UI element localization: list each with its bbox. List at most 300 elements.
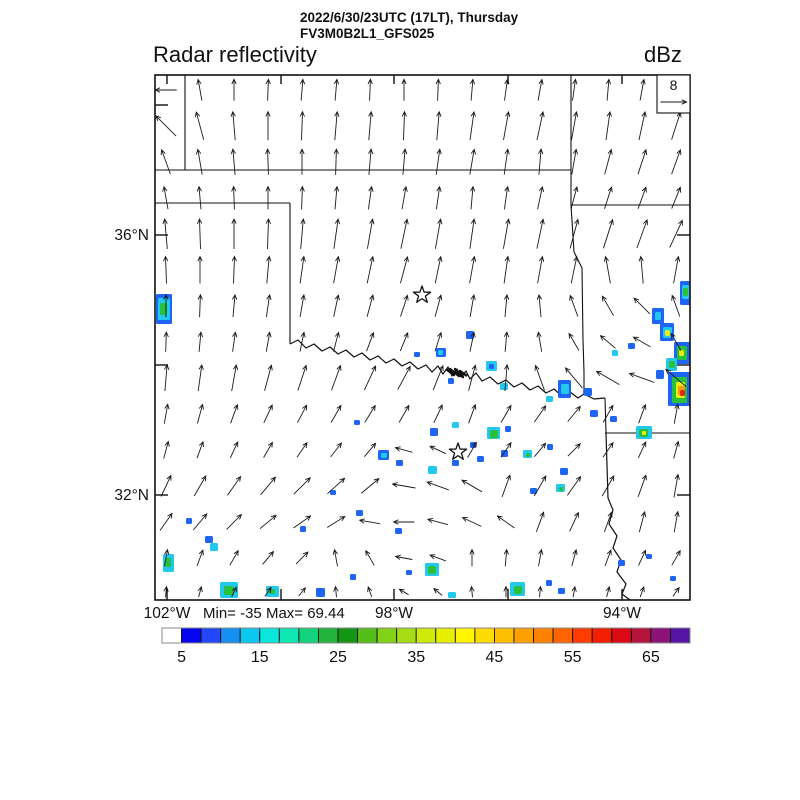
colorbar-cell bbox=[455, 628, 475, 643]
wind-arrow bbox=[297, 443, 307, 457]
radar-echo bbox=[490, 430, 498, 438]
radar-echo bbox=[612, 350, 618, 356]
wind-arrow bbox=[538, 80, 543, 101]
wind-arrow bbox=[571, 187, 578, 209]
wind-arrow bbox=[470, 257, 476, 284]
wind-arrow bbox=[435, 295, 442, 317]
plot-title-datetime: 2022/6/30/23UTC (17LT), Thursday bbox=[300, 10, 519, 25]
radar-echo bbox=[452, 422, 459, 428]
wind-arrow bbox=[334, 257, 340, 284]
wind-arrow bbox=[160, 514, 172, 531]
axis-labels bbox=[114, 227, 641, 622]
wind-arrow bbox=[300, 112, 304, 141]
wind-arrow bbox=[470, 219, 476, 249]
wind-arrow bbox=[539, 550, 543, 567]
wind-arrow bbox=[639, 405, 646, 424]
wind-arrow bbox=[674, 475, 679, 498]
radar-echo bbox=[560, 468, 568, 475]
radar-echo bbox=[300, 526, 306, 532]
radar-echo bbox=[381, 453, 387, 458]
wind-arrow bbox=[232, 187, 236, 210]
lat-axis-label: 32°N bbox=[114, 487, 149, 504]
wind-arrow bbox=[266, 332, 271, 351]
radar-echo bbox=[546, 580, 552, 586]
radar-echo bbox=[414, 352, 420, 357]
wind-arrow bbox=[161, 476, 171, 497]
colorbar-cell bbox=[338, 628, 358, 643]
wind-arrow bbox=[334, 587, 339, 598]
minmax-stat: Min= -35 Max= 69.44 bbox=[203, 605, 345, 622]
radar-echo bbox=[396, 460, 403, 466]
wind-arrow bbox=[266, 149, 270, 175]
wind-arrow bbox=[403, 149, 407, 175]
wind-arrow bbox=[266, 79, 270, 100]
wind-arrow bbox=[197, 550, 203, 566]
wind-arrow bbox=[334, 187, 338, 210]
lon-axis-label: 102°W bbox=[143, 605, 191, 622]
radar-echo bbox=[505, 426, 511, 432]
wind-arrow bbox=[673, 588, 679, 597]
wind-arrow bbox=[300, 79, 304, 100]
wind-arrow bbox=[164, 332, 168, 352]
colorbar-tick-label: 65 bbox=[641, 649, 660, 666]
wind-arrow bbox=[266, 112, 270, 141]
wind-arrow bbox=[674, 512, 679, 533]
wind-arrow bbox=[570, 513, 579, 532]
wind-arrow bbox=[470, 187, 474, 210]
radar-echo bbox=[514, 586, 522, 594]
wind-arrow-layer bbox=[155, 79, 686, 597]
variable-title: Radar reflectivity bbox=[153, 42, 317, 67]
wind-arrow bbox=[498, 516, 515, 528]
colorbar-cell bbox=[299, 628, 319, 643]
wind-arrow bbox=[198, 365, 203, 391]
wind-arrow bbox=[470, 587, 475, 598]
colorbar-tick-label: 55 bbox=[563, 649, 582, 666]
radar-echo bbox=[205, 536, 213, 543]
wind-arrow bbox=[634, 337, 651, 347]
wind-arrow bbox=[537, 219, 544, 248]
wind-arrow bbox=[156, 116, 176, 136]
wind-arrow bbox=[606, 587, 610, 597]
wind-arrow bbox=[402, 112, 406, 141]
state-border bbox=[571, 205, 584, 394]
wind-arrow bbox=[264, 442, 273, 457]
state-border bbox=[446, 369, 467, 377]
wind-arrow bbox=[534, 476, 546, 496]
wind-arrow bbox=[401, 295, 409, 316]
radar-echo bbox=[354, 420, 360, 425]
radar-echo bbox=[448, 592, 456, 598]
wind-arrow bbox=[164, 442, 170, 459]
wind-arrow bbox=[364, 443, 375, 456]
wind-arrow bbox=[470, 149, 476, 174]
radar-echo bbox=[500, 383, 508, 390]
wind-arrow bbox=[360, 519, 381, 524]
wind-arrow bbox=[436, 187, 441, 210]
wind-arrow bbox=[335, 112, 339, 140]
colorbar bbox=[162, 628, 690, 666]
wind-arrow bbox=[230, 551, 238, 566]
colorbar-cell bbox=[475, 628, 495, 643]
colorbar-cell bbox=[436, 628, 456, 643]
colorbar-tick-label: 5 bbox=[177, 649, 187, 666]
wind-arrow bbox=[539, 149, 543, 175]
radar-echo bbox=[438, 350, 443, 355]
radar-echo bbox=[452, 460, 459, 466]
wind-arrow bbox=[401, 219, 408, 248]
radar-echo bbox=[547, 444, 553, 450]
wind-arrow bbox=[638, 475, 646, 497]
wind-arrow bbox=[640, 80, 645, 101]
colorbar-cell bbox=[494, 628, 514, 643]
radar-echo bbox=[610, 416, 617, 422]
wind-arrow bbox=[398, 366, 410, 389]
wind-arrow bbox=[504, 257, 509, 284]
wind-arrow bbox=[334, 333, 340, 352]
wind-arrow bbox=[331, 406, 341, 423]
wind-arrow bbox=[638, 150, 647, 174]
radar-echo bbox=[618, 560, 625, 566]
wind-arrow bbox=[674, 257, 680, 284]
wind-arrow bbox=[368, 79, 372, 100]
wind-arrow bbox=[368, 187, 373, 210]
colorbar-cell bbox=[612, 628, 632, 643]
radar-echo bbox=[665, 330, 670, 336]
wind-arrow bbox=[430, 555, 446, 561]
wind-arrow bbox=[470, 79, 474, 100]
wind-arrow bbox=[606, 112, 612, 140]
wind-arrow bbox=[334, 295, 340, 317]
wind-arrow bbox=[298, 366, 307, 391]
radar-echo bbox=[210, 543, 218, 551]
colorbar-cell bbox=[553, 628, 573, 643]
wind-arrow bbox=[300, 257, 305, 284]
colorbar-cell bbox=[221, 628, 241, 643]
radar-echo bbox=[186, 518, 192, 524]
wind-arrow bbox=[436, 79, 440, 100]
wind-arrow bbox=[193, 514, 206, 530]
wind-arrow bbox=[674, 442, 680, 459]
wind-arrow bbox=[227, 477, 240, 496]
wind-arrow bbox=[604, 257, 610, 284]
wind-arrow bbox=[504, 332, 509, 352]
colorbar-cell bbox=[162, 628, 182, 643]
wind-arrow bbox=[639, 112, 646, 140]
colorbar-cell bbox=[240, 628, 260, 643]
wind-arrow bbox=[572, 550, 577, 566]
wind-arrow bbox=[534, 406, 545, 422]
wind-arrow bbox=[231, 149, 235, 175]
wind-arrow bbox=[266, 295, 271, 317]
wind-arrow bbox=[470, 112, 476, 140]
wind-arrow bbox=[569, 334, 579, 351]
wind-arrow bbox=[630, 373, 655, 383]
wind-arrow bbox=[672, 296, 680, 317]
wind-arrow bbox=[670, 220, 683, 247]
colorbar-cell bbox=[279, 628, 299, 643]
wind-arrow bbox=[637, 220, 648, 248]
wind-arrow bbox=[435, 219, 442, 249]
wind-arrow bbox=[568, 406, 581, 421]
wind-arrow bbox=[504, 149, 509, 174]
wind-arrow bbox=[538, 257, 544, 284]
wind-arrow bbox=[568, 444, 580, 456]
radar-echo bbox=[628, 343, 635, 349]
wind-arrow bbox=[367, 257, 374, 284]
wind-arrow bbox=[334, 149, 338, 175]
radar-echo bbox=[559, 487, 563, 491]
wind-arrow bbox=[197, 442, 204, 458]
wind-arrow bbox=[572, 587, 576, 597]
wind-arrow bbox=[502, 475, 510, 497]
wind-arrow bbox=[602, 296, 613, 315]
wind-arrow bbox=[463, 518, 482, 527]
wind-arrow bbox=[261, 477, 276, 495]
wind-arrow bbox=[231, 112, 235, 140]
wind-arrow bbox=[674, 404, 679, 423]
colorbar-cell bbox=[416, 628, 436, 643]
wind-arrow bbox=[266, 219, 271, 249]
radar-echo bbox=[680, 390, 685, 396]
wind-arrow bbox=[501, 406, 511, 423]
wind-arrow bbox=[437, 112, 441, 140]
wind-arrow bbox=[195, 112, 203, 140]
wind-arrow bbox=[537, 112, 544, 140]
colorbar-tick-label: 15 bbox=[250, 649, 269, 666]
radar-echo-layer bbox=[156, 281, 690, 598]
wind-arrow bbox=[369, 112, 373, 140]
radar-echo bbox=[656, 370, 664, 379]
wind-arrow bbox=[230, 442, 237, 458]
radar-echo bbox=[646, 554, 652, 559]
wind-arrow bbox=[537, 332, 542, 351]
wind-arrow bbox=[434, 405, 442, 423]
wind-arrow bbox=[266, 187, 270, 210]
wind-arrow bbox=[538, 587, 543, 598]
radar-echo bbox=[669, 361, 675, 368]
lat-axis-label: 36°N bbox=[114, 227, 149, 244]
radar-echo bbox=[316, 588, 325, 597]
wind-arrow bbox=[198, 295, 202, 317]
colorbar-cell bbox=[358, 628, 378, 643]
radar-echo bbox=[670, 576, 676, 581]
radar-echo bbox=[448, 378, 454, 384]
wind-arrow bbox=[603, 443, 613, 457]
colorbar-cell bbox=[534, 628, 554, 643]
wind-arrow bbox=[570, 220, 579, 249]
colorbar-cell bbox=[397, 628, 417, 643]
plot-title-model: FV3M0B2L1_GFS025 bbox=[300, 26, 435, 41]
wind-arrow bbox=[366, 551, 374, 566]
wind-arrow bbox=[427, 482, 449, 490]
wind-arrow bbox=[333, 550, 337, 567]
wind-arrow bbox=[227, 515, 242, 530]
radar-echo bbox=[679, 350, 684, 356]
radar-echo bbox=[489, 364, 494, 369]
wind-arrow bbox=[365, 406, 375, 423]
wind-arrow bbox=[334, 219, 340, 249]
wind-arrow bbox=[197, 219, 202, 249]
wind-arrow bbox=[301, 219, 305, 249]
radar-echo bbox=[584, 388, 592, 396]
wind-arrow bbox=[260, 515, 276, 528]
wind-arrow bbox=[300, 149, 304, 175]
wind-arrow bbox=[327, 478, 344, 493]
wind-arrow bbox=[572, 112, 578, 140]
wind-arrow bbox=[430, 446, 446, 453]
wind-arrow bbox=[469, 405, 476, 424]
radar-echo bbox=[350, 574, 356, 580]
wind-arrow bbox=[605, 550, 611, 566]
city-star-marker bbox=[449, 443, 466, 459]
wind-arrow bbox=[296, 552, 308, 564]
wind-arrow bbox=[436, 149, 441, 174]
radar-echo bbox=[546, 396, 553, 402]
colorbar-cell bbox=[260, 628, 280, 643]
state-border bbox=[605, 398, 606, 433]
wind-arrow bbox=[367, 333, 374, 351]
radar-echo bbox=[428, 466, 437, 474]
radar-echo bbox=[558, 588, 565, 594]
wind-arrow bbox=[265, 365, 273, 390]
wind-arrow bbox=[331, 443, 342, 457]
wind-arrow bbox=[428, 518, 448, 524]
wind-arrow bbox=[603, 220, 613, 249]
wind-arrow bbox=[503, 219, 510, 249]
wind-arrow bbox=[361, 479, 379, 494]
wind-arrow bbox=[194, 476, 206, 496]
reference-vector-value: 8 bbox=[669, 77, 678, 93]
radar-echo bbox=[526, 453, 530, 457]
wind-arrow bbox=[197, 80, 202, 101]
wind-arrow bbox=[534, 443, 545, 456]
wind-arrow bbox=[597, 371, 620, 384]
city-star-marker bbox=[413, 286, 430, 302]
reference-vector-box bbox=[657, 75, 690, 113]
wind-arrow bbox=[231, 405, 238, 424]
wind-arrow bbox=[604, 512, 612, 532]
wind-arrow bbox=[164, 404, 169, 423]
wind-arrow bbox=[299, 588, 306, 596]
units-label: dBz bbox=[644, 42, 682, 67]
wind-arrow bbox=[470, 550, 474, 567]
wind-arrow bbox=[572, 149, 578, 174]
wind-arrow bbox=[367, 219, 374, 249]
radar-echo bbox=[642, 431, 646, 435]
wind-arrow bbox=[334, 79, 338, 100]
wind-arrow bbox=[504, 112, 510, 140]
radar-echo bbox=[428, 566, 436, 574]
wind-arrow bbox=[163, 187, 168, 209]
wind-arrow bbox=[402, 79, 406, 100]
wind-arrow bbox=[232, 219, 236, 249]
wind-arrow bbox=[232, 257, 236, 284]
wind-arrow bbox=[470, 295, 475, 317]
lon-axis-label: 98°W bbox=[374, 605, 414, 622]
wind-arrow bbox=[155, 88, 176, 92]
colorbar-cell bbox=[201, 628, 221, 643]
colorbar-cell bbox=[670, 628, 690, 643]
wind-arrow bbox=[601, 336, 616, 349]
wind-arrow bbox=[672, 112, 682, 139]
wind-arrow bbox=[232, 295, 236, 317]
wind-arrow bbox=[605, 187, 613, 209]
colorbar-cell bbox=[631, 628, 651, 643]
wind-arrow bbox=[233, 332, 237, 351]
radar-echo bbox=[655, 312, 661, 320]
wind-arrow bbox=[606, 79, 610, 100]
colorbar-cell bbox=[651, 628, 671, 643]
wind-arrow bbox=[367, 295, 374, 317]
wind-arrow bbox=[197, 405, 203, 424]
wind-arrow bbox=[639, 257, 643, 284]
wind-arrow bbox=[402, 187, 407, 209]
wind-arrow bbox=[198, 257, 202, 284]
wind-arrow bbox=[435, 257, 442, 284]
radar-echo bbox=[356, 510, 363, 516]
radar-echo bbox=[430, 428, 438, 436]
wind-arrow bbox=[198, 332, 203, 352]
wind-arrow bbox=[400, 333, 408, 351]
wind-arrow bbox=[640, 587, 644, 597]
wind-arrow bbox=[369, 149, 373, 175]
wind-arrow bbox=[399, 406, 409, 423]
wind-arrow bbox=[634, 298, 650, 314]
wind-arrow bbox=[639, 512, 645, 532]
colorbar-cell bbox=[377, 628, 397, 643]
wind-arrow bbox=[327, 517, 345, 528]
radar-echo bbox=[406, 570, 412, 575]
wind-arrow bbox=[567, 477, 580, 496]
wind-arrow bbox=[504, 295, 508, 317]
wind-arrow bbox=[571, 257, 578, 284]
wind-arrow bbox=[504, 187, 509, 210]
wind-arrow bbox=[368, 587, 372, 597]
radar-echo bbox=[395, 528, 402, 534]
wind-arrow bbox=[394, 520, 415, 524]
radar-echo bbox=[590, 410, 598, 417]
wind-arrow bbox=[165, 365, 169, 391]
colorbar-tick-label: 25 bbox=[329, 649, 347, 666]
wind-arrow bbox=[232, 79, 236, 100]
wind-arrow bbox=[672, 150, 681, 174]
colorbar-tick-label: 35 bbox=[407, 649, 426, 666]
wind-arrow bbox=[401, 257, 409, 283]
wind-arrow bbox=[364, 366, 375, 390]
wind-arrow bbox=[196, 149, 202, 174]
wind-arrow bbox=[639, 550, 646, 565]
wind-arrow bbox=[537, 295, 541, 317]
wind-arrow bbox=[263, 552, 274, 565]
wind-arrow bbox=[300, 187, 304, 210]
lon-axis-label: 94°W bbox=[602, 605, 642, 622]
wind-arrow bbox=[396, 447, 413, 453]
wind-arrow bbox=[300, 295, 305, 317]
colorbar-cell bbox=[592, 628, 612, 643]
radar-echo bbox=[683, 288, 688, 296]
colorbar-cell bbox=[182, 628, 202, 643]
wind-arrow bbox=[197, 187, 201, 210]
wind-arrow bbox=[297, 405, 306, 422]
radar-echo bbox=[561, 384, 569, 394]
wind-arrow bbox=[332, 366, 342, 391]
wind-arrow bbox=[462, 480, 482, 492]
wind-arrow bbox=[399, 589, 408, 594]
wind-arrow bbox=[163, 219, 167, 249]
wind-arrow bbox=[294, 478, 310, 494]
wind-arrow bbox=[267, 257, 271, 284]
